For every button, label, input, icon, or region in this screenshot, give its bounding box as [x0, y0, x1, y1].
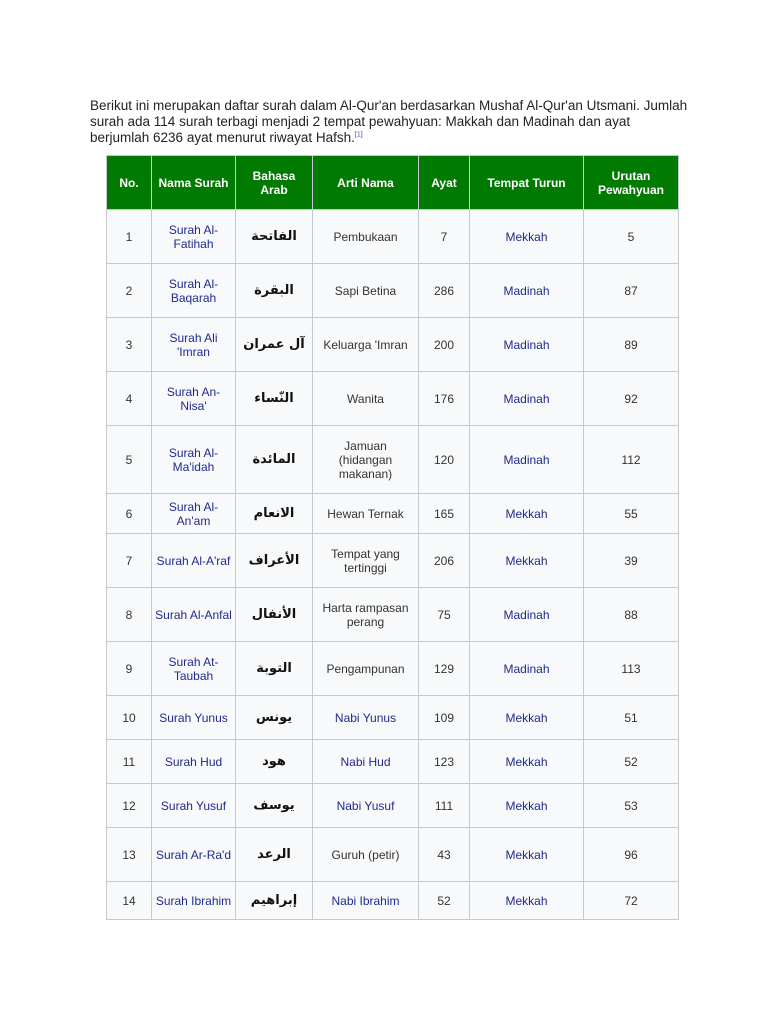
cell-arti-nama: Pengampunan: [313, 642, 419, 696]
intro-text: Berikut ini merupakan daftar surah dalam Al-Qur'an berdasarkan Mushaf Al-Qur'an Utsmani. Jumlah surah ada 114 surah terbagi menjadi 2 tempat pewahyuan: Makkah dan Madinah dan ayat berjumlah 6236 ayat menurut riwayat Hafsh.: [90, 98, 688, 145]
surah-name-link[interactable]: Surah Hud: [152, 740, 236, 784]
cell-no: 13: [107, 828, 152, 882]
cell-no: 9: [107, 642, 152, 696]
tempat-turun-link[interactable]: Mekkah: [470, 740, 584, 784]
cell-arti-nama: Hewan Ternak: [313, 494, 419, 534]
surah-name-link[interactable]: Surah Al-Ma'idah: [152, 426, 236, 494]
cell-no: 1: [107, 210, 152, 264]
cell-arti-nama: Harta rampasan perang: [313, 588, 419, 642]
arti-nama-link[interactable]: Nabi Hud: [313, 740, 419, 784]
surah-name-link[interactable]: Surah Al-Baqarah: [152, 264, 236, 318]
table-row: [107, 784, 679, 828]
tempat-turun-link[interactable]: Madinah: [470, 318, 584, 372]
tempat-turun-link[interactable]: Mekkah: [470, 828, 584, 882]
cell-ayat: 165: [419, 494, 470, 534]
tempat-turun-link[interactable]: Mekkah: [470, 494, 584, 534]
cell-no: 11: [107, 740, 152, 784]
surah-name-link[interactable]: Surah Al-A'raf: [152, 534, 236, 588]
tempat-turun-link[interactable]: Mekkah: [470, 784, 584, 828]
cell-urutan: 96: [584, 828, 679, 882]
tempat-turun-link[interactable]: Mekkah: [470, 696, 584, 740]
table-row: [107, 372, 679, 426]
cell-arti-nama: Wanita: [313, 372, 419, 426]
arabic-name: الانعام: [236, 494, 313, 534]
table-row: [107, 494, 679, 534]
cell-urutan: 55: [584, 494, 679, 534]
cell-no: 6: [107, 494, 152, 534]
arabic-name: آل عمران: [236, 318, 313, 372]
table-row: [107, 740, 679, 784]
arabic-name: يونس: [236, 696, 313, 740]
tempat-turun-link[interactable]: Madinah: [470, 264, 584, 318]
table-row: [107, 426, 679, 494]
cell-urutan: 51: [584, 696, 679, 740]
cell-ayat: 52: [419, 882, 470, 920]
cell-ayat: 120: [419, 426, 470, 494]
cell-no: 8: [107, 588, 152, 642]
table-row: [107, 882, 679, 920]
table-row: [107, 642, 679, 696]
arabic-name: التوبة: [236, 642, 313, 696]
surah-name-link[interactable]: Surah At-Taubah: [152, 642, 236, 696]
cell-urutan: 89: [584, 318, 679, 372]
header-bahasa-arab: Bahasa Arab: [236, 156, 313, 210]
cell-ayat: 123: [419, 740, 470, 784]
surah-name-link[interactable]: Surah Al-Anfal: [152, 588, 236, 642]
cell-arti-nama: Keluarga 'Imran: [313, 318, 419, 372]
cell-ayat: 129: [419, 642, 470, 696]
arabic-name: البقرة: [236, 264, 313, 318]
cell-ayat: 75: [419, 588, 470, 642]
cell-no: 4: [107, 372, 152, 426]
cell-urutan: 53: [584, 784, 679, 828]
cell-arti-nama: Jamuan (hidangan makanan): [313, 426, 419, 494]
surah-name-link[interactable]: Surah Al-Fatihah: [152, 210, 236, 264]
tempat-turun-link[interactable]: Madinah: [470, 372, 584, 426]
arabic-name: هود: [236, 740, 313, 784]
cell-ayat: 109: [419, 696, 470, 740]
header-tempat-turun: Tempat Turun: [470, 156, 584, 210]
arti-nama-link[interactable]: Nabi Yunus: [313, 696, 419, 740]
cell-arti-nama: Pembukaan: [313, 210, 419, 264]
arabic-name: الرعد: [236, 828, 313, 882]
table-row: [107, 534, 679, 588]
surah-name-link[interactable]: Surah Yunus: [152, 696, 236, 740]
surah-name-link[interactable]: Surah Al-An'am: [152, 494, 236, 534]
cell-urutan: 87: [584, 264, 679, 318]
surah-name-link[interactable]: Surah Ar-Ra'd: [152, 828, 236, 882]
cell-urutan: 5: [584, 210, 679, 264]
surah-name-link[interactable]: Surah Ali 'Imran: [152, 318, 236, 372]
cell-no: 7: [107, 534, 152, 588]
arabic-name: الأنفال: [236, 588, 313, 642]
cell-urutan: 113: [584, 642, 679, 696]
table-row: [107, 264, 679, 318]
cell-no: 3: [107, 318, 152, 372]
header-urutan-pewahyuan: Urutan Pewahyuan: [584, 156, 679, 210]
cell-ayat: 111: [419, 784, 470, 828]
arabic-name: الأعراف: [236, 534, 313, 588]
cell-urutan: 39: [584, 534, 679, 588]
cell-urutan: 72: [584, 882, 679, 920]
header-no: No.: [107, 156, 152, 210]
cell-arti-nama: Tempat yang tertinggi: [313, 534, 419, 588]
cell-no: 14: [107, 882, 152, 920]
cell-no: 5: [107, 426, 152, 494]
surah-name-link[interactable]: Surah Ibrahim: [152, 882, 236, 920]
surah-name-link[interactable]: Surah An-Nisa': [152, 372, 236, 426]
arabic-name: إبراهيم: [236, 882, 313, 920]
cell-ayat: 43: [419, 828, 470, 882]
surah-name-link[interactable]: Surah Yusuf: [152, 784, 236, 828]
table-row: [107, 588, 679, 642]
arabic-name: المائدة: [236, 426, 313, 494]
cell-no: 10: [107, 696, 152, 740]
cell-ayat: 206: [419, 534, 470, 588]
arti-nama-link[interactable]: Nabi Ibrahim: [313, 882, 419, 920]
footnote-link[interactable]: [1]: [354, 131, 363, 139]
table-body: [107, 210, 679, 920]
tempat-turun-link[interactable]: Mekkah: [470, 534, 584, 588]
tempat-turun-link[interactable]: Madinah: [470, 426, 584, 494]
cell-ayat: 200: [419, 318, 470, 372]
cell-ayat: 7: [419, 210, 470, 264]
table-header-row: [107, 156, 679, 210]
tempat-turun-link[interactable]: Madinah: [470, 642, 584, 696]
header-arti-nama: Arti Nama: [313, 156, 419, 210]
tempat-turun-link[interactable]: Mekkah: [470, 210, 584, 264]
cell-no: 12: [107, 784, 152, 828]
cell-ayat: 176: [419, 372, 470, 426]
arabic-name: الفاتحة: [236, 210, 313, 264]
surah-table: [106, 155, 679, 920]
cell-ayat: 286: [419, 264, 470, 318]
table-row: [107, 210, 679, 264]
tempat-turun-link[interactable]: Madinah: [470, 588, 584, 642]
tempat-turun-link[interactable]: Mekkah: [470, 882, 584, 920]
table-row: [107, 318, 679, 372]
arti-nama-link[interactable]: Nabi Yusuf: [313, 784, 419, 828]
cell-urutan: 112: [584, 426, 679, 494]
cell-arti-nama: Guruh (petir): [313, 828, 419, 882]
intro-paragraph: [90, 98, 690, 146]
cell-no: 2: [107, 264, 152, 318]
table-row: [107, 828, 679, 882]
header-ayat: Ayat: [419, 156, 470, 210]
cell-urutan: 92: [584, 372, 679, 426]
arabic-name: النّساء: [236, 372, 313, 426]
header-nama-surah: Nama Surah: [152, 156, 236, 210]
arabic-name: يوسف: [236, 784, 313, 828]
table-row: [107, 696, 679, 740]
cell-urutan: 52: [584, 740, 679, 784]
cell-urutan: 88: [584, 588, 679, 642]
cell-arti-nama: Sapi Betina: [313, 264, 419, 318]
